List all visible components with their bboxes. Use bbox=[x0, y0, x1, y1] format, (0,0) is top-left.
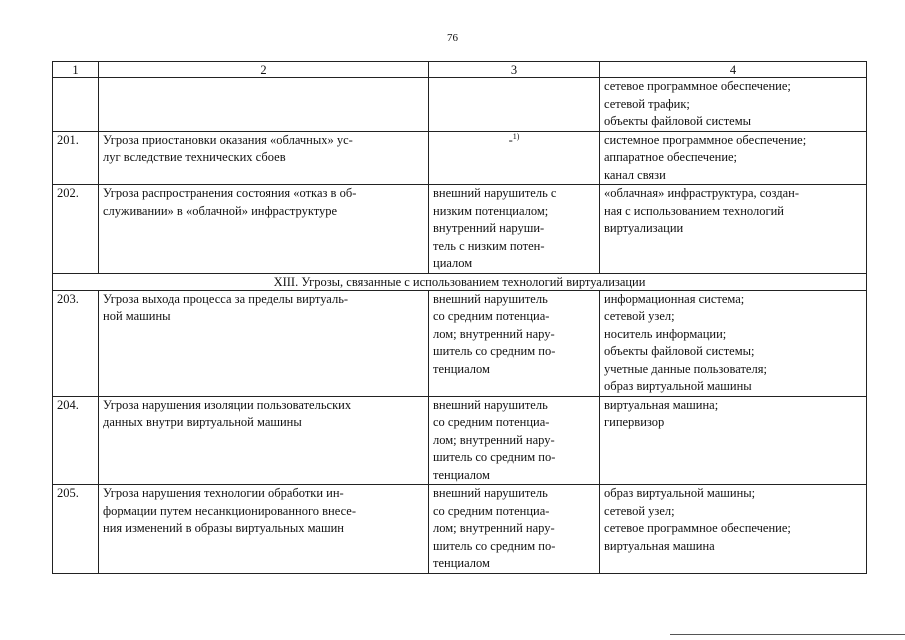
table-row-205 bbox=[53, 485, 867, 574]
column-header-4: 4 bbox=[600, 62, 867, 78]
cell-num bbox=[53, 78, 99, 132]
cell-name: Угроза выхода процесса за пределы виртуаль- ной машины bbox=[99, 290, 429, 396]
footer-divider bbox=[670, 634, 905, 635]
column-header-3: 3 bbox=[429, 62, 600, 78]
column-header-1: 1 bbox=[53, 62, 99, 78]
cell-name bbox=[99, 78, 429, 132]
table-header-row bbox=[53, 62, 867, 78]
cell-name: Угроза приостановки оказания «облачных» ус- луг вследствие технических сбоев bbox=[99, 131, 429, 185]
section-row bbox=[53, 273, 867, 290]
cell-name: Угроза нарушения изоляции пользовательских данных внутри виртуальной машины bbox=[99, 396, 429, 485]
cell-num: 201. bbox=[53, 131, 99, 185]
table-row-203 bbox=[53, 290, 867, 396]
table-row-201 bbox=[53, 131, 867, 185]
cell-name: Угроза распространения состояния «отказ в об- служивании» в «облачной» инфраструктуре bbox=[99, 185, 429, 274]
footnote-mark: 1) bbox=[512, 131, 520, 141]
table-row-204 bbox=[53, 396, 867, 485]
cell-source bbox=[429, 131, 600, 185]
cell-objects: системное программное обеспечение; аппаратное обеспечение; канал связи bbox=[600, 131, 867, 185]
cell-num: 205. bbox=[53, 485, 99, 574]
cell-num: 203. bbox=[53, 290, 99, 396]
cell-objects: виртуальная машина; гипервизор bbox=[600, 396, 867, 485]
cell-num: 204. bbox=[53, 396, 99, 485]
threats-table bbox=[52, 61, 867, 574]
cell-objects: образ виртуальной машины; сетевой узел; сетевое программное обеспечение; виртуальная машина bbox=[600, 485, 867, 574]
cell-num: 202. bbox=[53, 185, 99, 274]
cell-name: Угроза нарушения технологии обработки ин- формации путем несанкционированного внесе- ния изменений в образы виртуальных машин bbox=[99, 485, 429, 574]
cell-source: внешний нарушитель со средним потенциа- лом; внутренний нару- шитель со средним по- тенциалом bbox=[429, 290, 600, 396]
source-dash: - bbox=[508, 132, 513, 147]
cell-source: внешний нарушитель с низким потенциалом; внутренний наруши- тель с низким потен- циалом bbox=[429, 185, 600, 274]
page-number: 76 bbox=[447, 32, 458, 44]
cell-objects: «облачная» инфраструктура, создан- ная с использованием технологий виртуализации bbox=[600, 185, 867, 274]
cell-objects: сетевое программное обеспечение; сетевой трафик; объекты файловой системы bbox=[600, 78, 867, 132]
table-row-continuation bbox=[53, 78, 867, 132]
cell-source: внешний нарушитель со средним потенциа- лом; внутренний нару- шитель со средним по- тенциалом bbox=[429, 485, 600, 574]
column-header-2: 2 bbox=[99, 62, 429, 78]
cell-source: внешний нарушитель со средним потенциа- лом; внутренний нару- шитель со средним по- тенциалом bbox=[429, 396, 600, 485]
table-row-202 bbox=[53, 185, 867, 274]
cell-source bbox=[429, 78, 600, 132]
cell-objects: информационная система; сетевой узел; носитель информации; объекты файловой системы; учетные данные пользователя; образ виртуальной машины bbox=[600, 290, 867, 396]
section-title: XIII. Угрозы, связанные с использованием технологий виртуализации bbox=[53, 273, 867, 290]
